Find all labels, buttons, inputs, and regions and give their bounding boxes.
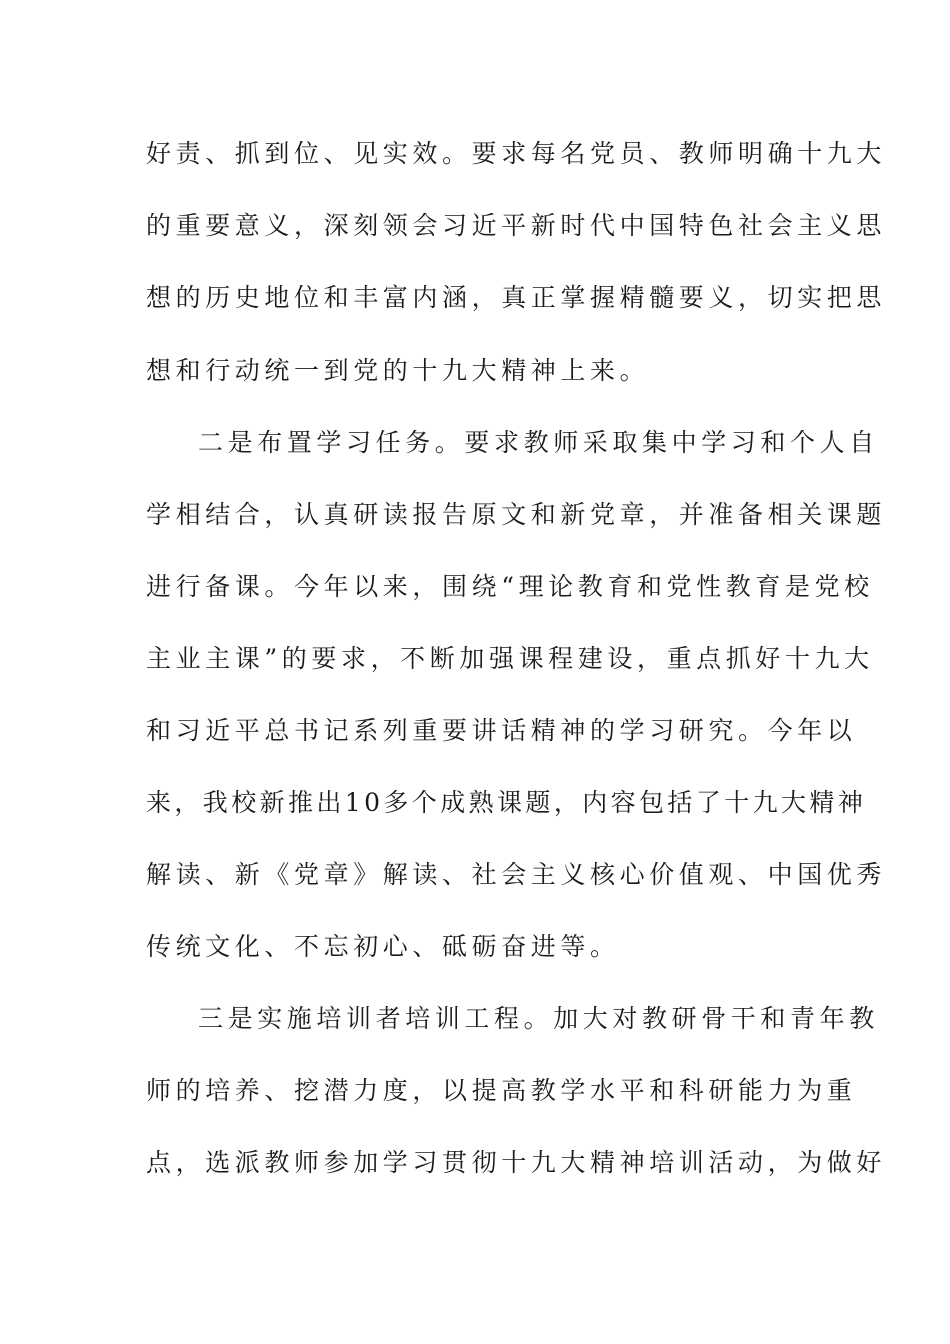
text-line: 进行备课。今年以来，围绕“理论教育和党性教育是党校	[146, 572, 874, 601]
text-line: 解读、新《党章》解读、社会主义核心价值观、中国优秀	[146, 860, 887, 889]
text-line: 点，选派教师参加学习贯彻十九大精神培训活动，为做好	[146, 1148, 887, 1177]
text-line: 和习近平总书记系列重要讲话精神的学习研究。今年以	[146, 716, 857, 745]
text-line: 学相结合，认真研读报告原文和新党章，并准备相关课题	[146, 500, 887, 529]
text-line: 好责、抓到位、见实效。要求每名党员、教师明确十九大	[146, 139, 887, 168]
paragraph-start-line: 三是实施培训者培训工程。加大对教研骨干和青年教	[198, 1004, 879, 1033]
text-line: 传统文化、不忘初心、砥砺奋进等。	[146, 932, 620, 961]
text-line: 想和行动统一到党的十九大精神上来。	[146, 356, 650, 385]
text-line: 来，我校新推出10多个成熟课题，内容包括了十九大精神	[146, 788, 867, 817]
text-line: 师的培养、挖潜力度，以提高教学水平和科研能力为重	[146, 1076, 857, 1105]
text-line: 主业主课”的要求，不断加强课程建设，重点抓好十九大	[146, 644, 874, 673]
paragraph-start-line: 二是布置学习任务。要求教师采取集中学习和个人自	[198, 428, 879, 457]
text-line: 的重要意义，深刻领会习近平新时代中国特色社会主义思	[146, 211, 887, 240]
text-line: 想的历史地位和丰富内涵，真正掌握精髓要义，切实把思	[146, 283, 887, 312]
